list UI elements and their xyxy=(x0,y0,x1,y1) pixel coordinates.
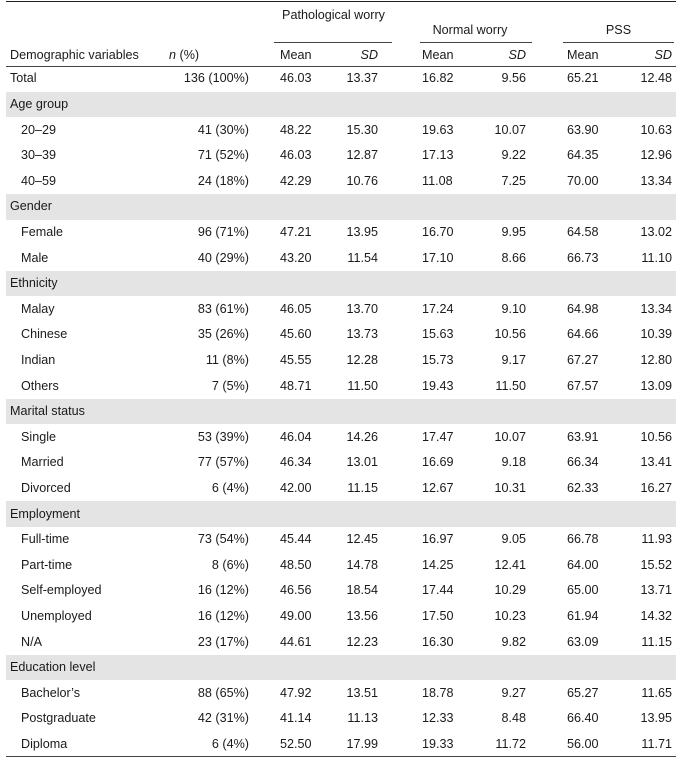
row-label: Divorced xyxy=(21,480,71,495)
row-n-percent: 83 (61%) xyxy=(197,301,249,316)
cell-nw-sd: 9.05 xyxy=(501,532,526,547)
header-pw-mean: Mean xyxy=(280,48,312,62)
group-rule-normal xyxy=(420,42,532,43)
cell-pw-mean: 46.34 xyxy=(280,455,312,470)
table-top-rule xyxy=(6,1,676,2)
cell-pss-sd: 15.52 xyxy=(640,557,672,572)
cell-nw-sd: 8.66 xyxy=(501,250,526,265)
cell-nw-mean: 11.08 xyxy=(422,173,453,188)
cell-pw-mean: 46.03 xyxy=(280,148,312,163)
cell-pss-sd: 11.15 xyxy=(641,634,672,649)
header-nw-sd: SD xyxy=(508,48,526,62)
row-n-percent: 11 (8%) xyxy=(205,352,249,367)
row-label: Bachelor’s xyxy=(21,685,81,700)
row-label: N/A xyxy=(21,634,42,649)
cell-pss-sd: 14.32 xyxy=(640,608,672,623)
section-band xyxy=(6,92,676,118)
cell-pss-sd: 11.10 xyxy=(641,250,672,265)
row-label: Malay xyxy=(21,301,55,316)
row-n-percent: 88 (65%) xyxy=(197,685,249,700)
cell-pss-sd: 10.56 xyxy=(640,429,672,444)
section-label: Gender xyxy=(10,199,53,214)
cell-pss-sd: 13.95 xyxy=(640,711,672,726)
cell-pw-sd: 14.26 xyxy=(346,429,378,444)
cell-pss-sd: 13.34 xyxy=(640,173,672,188)
row-n-percent: 24 (18%) xyxy=(197,173,249,188)
cell-pw-sd: 13.56 xyxy=(346,608,378,623)
group-rule-pathological xyxy=(274,42,392,43)
cell-pss-mean: 56.00 xyxy=(567,736,599,751)
cell-pss-sd: 11.71 xyxy=(641,736,672,751)
cell-pss-mean: 64.00 xyxy=(567,557,599,572)
cell-pss-mean: 66.73 xyxy=(567,250,599,265)
cell-pss-mean: 63.91 xyxy=(567,429,599,444)
cell-pw-sd: 11.54 xyxy=(347,250,378,265)
row-label: Self-employed xyxy=(21,583,102,598)
cell-nw-sd: 11.50 xyxy=(495,378,526,393)
row-label: 20–29 xyxy=(21,122,57,137)
cell-pw-sd: 13.51 xyxy=(346,685,378,700)
header-pss-sd: SD xyxy=(654,48,672,62)
cell-pss-sd: 12.80 xyxy=(640,352,672,367)
section-band xyxy=(6,655,676,681)
row-label: Postgraduate xyxy=(21,711,96,726)
cell-pss-sd: 13.71 xyxy=(640,583,672,598)
cell-pss-sd: 13.34 xyxy=(640,301,672,316)
cell-nw-mean: 17.24 xyxy=(422,301,454,316)
cell-nw-mean: 16.82 xyxy=(422,71,454,86)
cell-pss-mean: 70.00 xyxy=(567,173,599,188)
cell-nw-mean: 17.50 xyxy=(422,608,454,623)
header-n-symbol: n xyxy=(169,48,177,62)
cell-pss-sd: 13.02 xyxy=(640,224,672,239)
cell-pss-sd: 10.63 xyxy=(640,122,672,137)
cell-pss-mean: 61.94 xyxy=(567,608,599,623)
cell-pw-mean: 46.05 xyxy=(280,301,312,316)
row-n-percent: 6 (4%) xyxy=(211,480,249,495)
row-label: Single xyxy=(21,429,57,444)
cell-pss-mean: 66.78 xyxy=(567,532,599,547)
cell-nw-sd: 10.31 xyxy=(494,480,526,495)
cell-pw-mean: 45.55 xyxy=(280,352,312,367)
row-n-percent: 7 (5%) xyxy=(211,378,249,393)
cell-pw-mean: 45.44 xyxy=(280,532,312,547)
cell-pw-mean: 48.50 xyxy=(280,557,312,572)
cell-pss-mean: 67.27 xyxy=(567,352,599,367)
cell-pss-sd: 10.39 xyxy=(640,327,672,342)
section-label: Education level xyxy=(10,660,96,675)
cell-nw-mean: 18.78 xyxy=(422,685,454,700)
row-n-percent: 71 (52%) xyxy=(197,148,249,163)
cell-pss-mean: 64.58 xyxy=(567,224,599,239)
row-label: Married xyxy=(21,455,64,470)
cell-pw-sd: 12.45 xyxy=(346,532,378,547)
row-label: Unemployed xyxy=(21,608,92,623)
row-n-percent: 23 (17%) xyxy=(197,634,249,649)
cell-pw-mean: 42.29 xyxy=(280,173,312,188)
cell-pw-sd: 13.01 xyxy=(346,455,378,470)
cell-nw-sd: 10.07 xyxy=(494,122,526,137)
cell-pss-mean: 64.98 xyxy=(567,301,599,316)
cell-nw-mean: 15.63 xyxy=(422,327,454,342)
section-band xyxy=(6,399,676,425)
cell-nw-sd: 9.17 xyxy=(501,352,526,367)
row-n-percent: 8 (6%) xyxy=(211,557,249,572)
cell-pss-sd: 11.65 xyxy=(641,685,672,700)
row-label: Indian xyxy=(21,352,56,367)
header-normal-worry: Normal worry xyxy=(432,23,508,37)
cell-pw-mean: 47.21 xyxy=(280,224,312,239)
cell-pw-sd: 13.70 xyxy=(346,301,378,316)
cell-nw-mean: 12.67 xyxy=(422,480,454,495)
cell-pw-sd: 12.23 xyxy=(346,634,378,649)
cell-nw-mean: 14.25 xyxy=(422,557,454,572)
cell-nw-mean: 15.73 xyxy=(422,352,454,367)
cell-pss-sd: 13.09 xyxy=(640,378,672,393)
cell-pw-mean: 46.04 xyxy=(280,429,312,444)
cell-pw-mean: 41.14 xyxy=(280,711,312,726)
row-label: Total xyxy=(10,71,37,86)
cell-nw-mean: 17.10 xyxy=(422,250,454,265)
cell-nw-mean: 19.63 xyxy=(422,122,454,137)
cell-nw-mean: 17.47 xyxy=(422,429,454,444)
cell-nw-mean: 19.43 xyxy=(422,378,454,393)
section-label: Marital status xyxy=(10,404,85,419)
row-n-percent: 35 (26%) xyxy=(197,327,249,342)
header-pw-sd: SD xyxy=(360,48,378,62)
row-n-percent: 73 (54%) xyxy=(197,532,249,547)
cell-nw-sd: 8.48 xyxy=(501,711,526,726)
cell-pw-mean: 42.00 xyxy=(280,480,312,495)
cell-nw-mean: 16.97 xyxy=(422,532,454,547)
cell-pw-mean: 45.60 xyxy=(280,327,312,342)
row-n-percent: 53 (39%) xyxy=(197,429,249,444)
header-pathological-worry: Pathological worry xyxy=(282,8,385,22)
cell-pw-sd: 13.73 xyxy=(346,327,378,342)
cell-pss-mean: 63.90 xyxy=(567,122,599,137)
cell-nw-mean: 16.69 xyxy=(422,455,454,470)
cell-pss-mean: 65.00 xyxy=(567,583,599,598)
row-label: Female xyxy=(21,224,63,239)
cell-nw-sd: 9.18 xyxy=(501,455,526,470)
cell-nw-sd: 10.23 xyxy=(494,608,526,623)
header-nw-mean: Mean xyxy=(422,48,454,62)
cell-nw-mean: 19.33 xyxy=(422,736,454,751)
cell-nw-sd: 9.27 xyxy=(501,685,526,700)
section-band xyxy=(6,194,676,220)
cell-pw-sd: 17.99 xyxy=(346,736,378,751)
cell-pss-sd: 16.27 xyxy=(640,480,672,495)
cell-pw-sd: 13.37 xyxy=(346,71,378,86)
cell-nw-sd: 9.82 xyxy=(501,634,526,649)
cell-pw-mean: 46.56 xyxy=(280,583,312,598)
row-label: Others xyxy=(21,378,59,393)
cell-pss-mean: 62.33 xyxy=(567,480,599,495)
row-n-percent: 42 (31%) xyxy=(197,711,249,726)
cell-pw-mean: 43.20 xyxy=(280,250,312,265)
header-pss: PSS xyxy=(605,23,632,37)
cell-pss-mean: 63.09 xyxy=(567,634,599,649)
cell-pw-mean: 48.22 xyxy=(280,122,312,137)
cell-nw-sd: 10.56 xyxy=(494,327,526,342)
cell-nw-sd: 12.41 xyxy=(494,557,526,572)
cell-pss-sd: 12.96 xyxy=(640,148,672,163)
cell-nw-sd: 10.07 xyxy=(494,429,526,444)
row-label: Full-time xyxy=(21,532,70,547)
cell-pw-sd: 13.95 xyxy=(346,224,378,239)
cell-pss-sd: 11.93 xyxy=(641,532,672,547)
group-rule-pss xyxy=(563,42,674,43)
row-label: Part-time xyxy=(21,557,73,572)
cell-nw-sd: 9.22 xyxy=(501,148,526,163)
cell-pw-sd: 18.54 xyxy=(346,583,378,598)
cell-nw-mean: 16.70 xyxy=(422,224,454,239)
cell-nw-mean: 17.13 xyxy=(422,148,454,163)
cell-pw-sd: 12.87 xyxy=(346,148,378,163)
row-label: 40–59 xyxy=(21,173,57,188)
row-label: 30–39 xyxy=(21,148,57,163)
header-demographic: Demographic variables xyxy=(10,48,139,62)
row-n-percent: 40 (29%) xyxy=(197,250,249,265)
cell-nw-sd: 11.72 xyxy=(495,736,526,751)
cell-nw-sd: 7.25 xyxy=(501,173,526,188)
cell-pw-sd: 10.76 xyxy=(346,173,378,188)
cell-pss-mean: 66.40 xyxy=(567,711,599,726)
cell-nw-mean: 12.33 xyxy=(422,711,454,726)
section-label: Employment xyxy=(10,506,80,521)
cell-pss-sd: 12.48 xyxy=(640,71,672,86)
cell-nw-mean: 16.30 xyxy=(422,634,454,649)
header-n-percent: (%) xyxy=(176,48,200,62)
cell-nw-sd: 10.29 xyxy=(494,583,526,598)
cell-pss-mean: 64.66 xyxy=(567,327,599,342)
cell-pss-sd: 13.41 xyxy=(640,455,672,470)
header-n xyxy=(169,48,199,63)
row-n-percent: 16 (12%) xyxy=(197,608,249,623)
cell-nw-mean: 17.44 xyxy=(422,583,454,598)
row-n-percent: 6 (4%) xyxy=(211,736,249,751)
row-n-percent: 96 (71%) xyxy=(197,224,249,239)
row-label: Chinese xyxy=(21,327,68,342)
cell-pw-mean: 44.61 xyxy=(280,634,312,649)
cell-pss-mean: 66.34 xyxy=(567,455,599,470)
row-label: Male xyxy=(21,250,49,265)
cell-pw-mean: 48.71 xyxy=(280,378,312,393)
cell-pw-sd: 11.50 xyxy=(347,378,378,393)
cell-pss-mean: 65.21 xyxy=(567,71,599,86)
cell-pw-sd: 12.28 xyxy=(346,352,378,367)
header-bottom-rule xyxy=(6,66,676,67)
cell-pw-sd: 11.15 xyxy=(347,480,378,495)
cell-pw-mean: 49.00 xyxy=(280,608,312,623)
section-label: Ethnicity xyxy=(10,276,58,291)
row-label: Diploma xyxy=(21,736,68,751)
cell-pw-mean: 47.92 xyxy=(280,685,312,700)
cell-pw-sd: 11.13 xyxy=(347,711,378,726)
row-n-percent: 77 (57%) xyxy=(197,455,249,470)
row-n-percent: 16 (12%) xyxy=(197,583,249,598)
cell-pw-sd: 15.30 xyxy=(346,122,378,137)
cell-pss-mean: 64.35 xyxy=(567,148,599,163)
cell-nw-sd: 9.56 xyxy=(501,71,526,86)
section-label: Age group xyxy=(10,96,69,111)
cell-nw-sd: 9.95 xyxy=(501,224,526,239)
cell-pw-mean: 52.50 xyxy=(280,736,312,751)
cell-pss-mean: 67.57 xyxy=(567,378,599,393)
row-n-percent: 136 (100%) xyxy=(183,71,249,86)
section-band xyxy=(6,501,676,527)
cell-pw-mean: 46.03 xyxy=(280,71,312,86)
section-band xyxy=(6,271,676,297)
cell-pw-sd: 14.78 xyxy=(346,557,378,572)
row-n-percent: 41 (30%) xyxy=(197,122,249,137)
cell-nw-sd: 9.10 xyxy=(501,301,526,316)
header-pss-mean: Mean xyxy=(567,48,599,62)
cell-pss-mean: 65.27 xyxy=(567,685,599,700)
